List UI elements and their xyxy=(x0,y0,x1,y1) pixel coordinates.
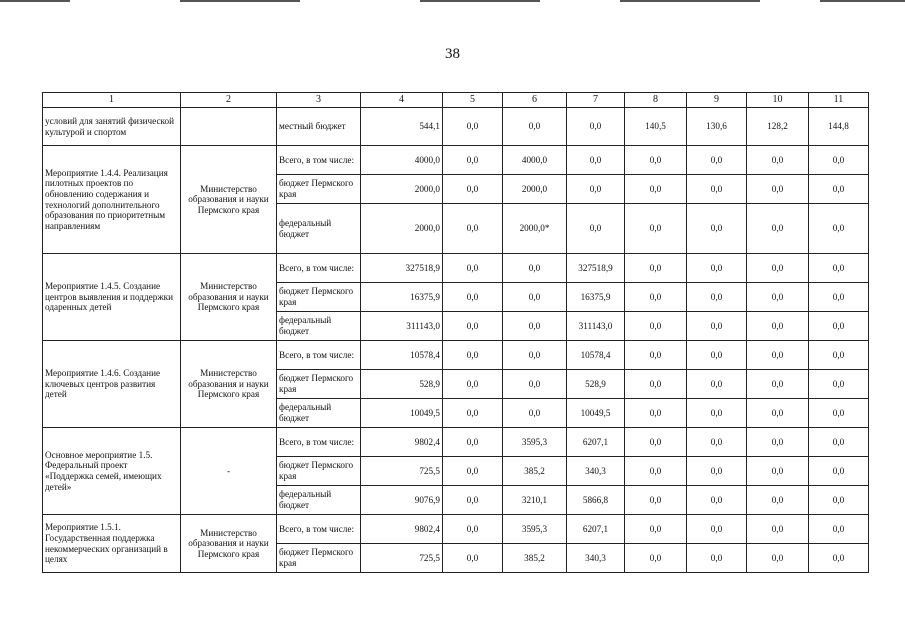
amount-cell: 0,0 xyxy=(747,283,809,312)
amount-cell: 0,0 xyxy=(625,486,687,515)
amount-cell: 0,0 xyxy=(503,108,567,146)
amount-cell: 725,5 xyxy=(361,457,443,486)
amount-cell: 0,0 xyxy=(809,312,869,341)
amount-cell: 0,0 xyxy=(747,457,809,486)
amount-cell: 9802,4 xyxy=(361,428,443,457)
amount-cell: 0,0 xyxy=(809,457,869,486)
amount-cell: 16375,9 xyxy=(567,283,625,312)
amount-cell: 0,0 xyxy=(625,204,687,254)
amount-cell: 0,0 xyxy=(687,486,747,515)
amount-cell: 0,0 xyxy=(747,399,809,428)
responsible-org-cell: Министерство образования и науки Пермского края xyxy=(181,515,277,573)
scan-edge-line xyxy=(420,0,540,2)
amount-cell: 0,0 xyxy=(567,204,625,254)
amount-cell: 0,0 xyxy=(443,486,503,515)
amount-cell: 0,0 xyxy=(687,254,747,283)
amount-cell: 0,0 xyxy=(625,341,687,370)
amount-cell: 340,3 xyxy=(567,544,625,573)
responsible-org-cell xyxy=(181,108,277,146)
amount-cell: 0,0 xyxy=(747,204,809,254)
funding-source-cell: федеральный бюджет xyxy=(277,486,361,515)
amount-cell: 0,0 xyxy=(443,544,503,573)
amount-cell: 0,0 xyxy=(443,370,503,399)
funding-source-cell: бюджет Пермского края xyxy=(277,283,361,312)
amount-cell: 0,0 xyxy=(625,312,687,341)
column-number-header: 8 xyxy=(625,93,687,108)
amount-cell: 0,0 xyxy=(567,175,625,204)
amount-cell: 0,0 xyxy=(443,146,503,175)
column-number-header: 9 xyxy=(687,93,747,108)
amount-cell: 0,0 xyxy=(809,254,869,283)
amount-cell: 5866,8 xyxy=(567,486,625,515)
amount-cell: 0,0 xyxy=(687,457,747,486)
activity-name-cell: Основное мероприятие 1.5. Федеральный проект «Поддержка семей, имеющих детей» xyxy=(43,428,181,515)
responsible-org-cell: Министерство образования и науки Пермского края xyxy=(181,341,277,428)
scan-edge-line xyxy=(180,0,300,2)
amount-cell: 0,0 xyxy=(747,175,809,204)
scan-edge-line xyxy=(0,0,70,2)
amount-cell: 0,0 xyxy=(503,399,567,428)
funding-source-cell: бюджет Пермского края xyxy=(277,370,361,399)
amount-cell: 0,0 xyxy=(747,370,809,399)
amount-cell: 0,0 xyxy=(625,515,687,544)
amount-cell: 0,0 xyxy=(687,146,747,175)
amount-cell: 3595,3 xyxy=(503,428,567,457)
amount-cell: 725,5 xyxy=(361,544,443,573)
amount-cell: 10578,4 xyxy=(361,341,443,370)
column-number-header: 2 xyxy=(181,93,277,108)
amount-cell: 0,0 xyxy=(443,283,503,312)
funding-source-cell: федеральный бюджет xyxy=(277,312,361,341)
amount-cell: 385,2 xyxy=(503,544,567,573)
amount-cell: 0,0 xyxy=(443,175,503,204)
amount-cell: 0,0 xyxy=(747,486,809,515)
table-row xyxy=(43,428,869,457)
amount-cell: 0,0 xyxy=(747,254,809,283)
amount-cell: 6207,1 xyxy=(567,515,625,544)
amount-cell: 0,0 xyxy=(625,399,687,428)
activity-name-cell: условий для занятий физической культурой и спортом xyxy=(43,108,181,146)
amount-cell: 0,0 xyxy=(443,204,503,254)
amount-cell: 0,0 xyxy=(625,283,687,312)
funding-source-cell: Всего, в том числе: xyxy=(277,254,361,283)
amount-cell: 9076,9 xyxy=(361,486,443,515)
amount-cell: 544,1 xyxy=(361,108,443,146)
amount-cell: 0,0 xyxy=(809,283,869,312)
amount-cell: 0,0 xyxy=(809,204,869,254)
funding-source-cell: Всего, в том числе: xyxy=(277,146,361,175)
activity-name-cell: Мероприятие 1.4.6. Создание ключевых центров развития детей xyxy=(43,341,181,428)
amount-cell: 0,0 xyxy=(443,108,503,146)
amount-cell: 0,0 xyxy=(443,457,503,486)
amount-cell: 3210,1 xyxy=(503,486,567,515)
amount-cell: 128,2 xyxy=(747,108,809,146)
amount-cell: 2000,0 xyxy=(361,204,443,254)
scan-edge-line xyxy=(620,0,760,2)
amount-cell: 0,0 xyxy=(687,515,747,544)
amount-cell: 0,0 xyxy=(443,515,503,544)
amount-cell: 0,0 xyxy=(443,428,503,457)
amount-cell: 0,0 xyxy=(747,515,809,544)
table-row xyxy=(43,146,869,175)
funding-source-cell: федеральный бюджет xyxy=(277,399,361,428)
amount-cell: 327518,9 xyxy=(567,254,625,283)
amount-cell: 340,3 xyxy=(567,457,625,486)
amount-cell: 528,9 xyxy=(361,370,443,399)
amount-cell: 327518,9 xyxy=(361,254,443,283)
responsible-org-cell: - xyxy=(181,428,277,515)
amount-cell: 4000,0 xyxy=(361,146,443,175)
amount-cell: 0,0 xyxy=(687,428,747,457)
column-number-header: 1 xyxy=(43,93,181,108)
funding-source-cell: федеральный бюджет xyxy=(277,204,361,254)
header-row xyxy=(43,93,869,108)
amount-cell: 0,0 xyxy=(809,486,869,515)
budget-table xyxy=(42,92,869,573)
amount-cell: 311143,0 xyxy=(361,312,443,341)
table-row xyxy=(43,108,869,146)
amount-cell: 0,0 xyxy=(687,341,747,370)
amount-cell: 0,0 xyxy=(809,428,869,457)
amount-cell: 144,8 xyxy=(809,108,869,146)
responsible-org-cell: Министерство образования и науки Пермского края xyxy=(181,146,277,254)
amount-cell: 140,5 xyxy=(625,108,687,146)
column-number-header: 11 xyxy=(809,93,869,108)
amount-cell: 0,0 xyxy=(625,370,687,399)
table-row xyxy=(43,515,869,544)
amount-cell: 0,0 xyxy=(687,204,747,254)
amount-cell: 0,0 xyxy=(567,146,625,175)
amount-cell: 0,0 xyxy=(503,370,567,399)
amount-cell: 0,0 xyxy=(809,370,869,399)
amount-cell: 4000,0 xyxy=(503,146,567,175)
column-number-header: 7 xyxy=(567,93,625,108)
amount-cell: 2000,0 xyxy=(503,175,567,204)
amount-cell: 0,0 xyxy=(687,399,747,428)
amount-cell: 0,0 xyxy=(443,254,503,283)
amount-cell: 0,0 xyxy=(809,175,869,204)
activity-name-cell: Мероприятие 1.4.4. Реализация пилотных проектов по обновлению содержания и технологий дополнительного образования по приоритетным направлениям xyxy=(43,146,181,254)
amount-cell: 0,0 xyxy=(625,457,687,486)
amount-cell: 0,0 xyxy=(625,428,687,457)
column-number-header: 10 xyxy=(747,93,809,108)
amount-cell: 0,0 xyxy=(809,399,869,428)
amount-cell: 0,0 xyxy=(747,341,809,370)
amount-cell: 0,0 xyxy=(687,544,747,573)
amount-cell: 0,0 xyxy=(687,370,747,399)
column-number-header: 5 xyxy=(443,93,503,108)
amount-cell: 0,0 xyxy=(747,428,809,457)
amount-cell: 0,0 xyxy=(625,175,687,204)
amount-cell: 0,0 xyxy=(809,341,869,370)
page-number: 38 xyxy=(445,46,460,62)
table-row xyxy=(43,341,869,370)
amount-cell: 3595,3 xyxy=(503,515,567,544)
amount-cell: 0,0 xyxy=(625,254,687,283)
amount-cell: 0,0 xyxy=(687,312,747,341)
table-row xyxy=(43,254,869,283)
amount-cell: 9802,4 xyxy=(361,515,443,544)
amount-cell: 0,0 xyxy=(747,312,809,341)
amount-cell: 528,9 xyxy=(567,370,625,399)
amount-cell: 10049,5 xyxy=(567,399,625,428)
column-number-header: 4 xyxy=(361,93,443,108)
amount-cell: 0,0 xyxy=(747,544,809,573)
amount-cell: 0,0 xyxy=(443,399,503,428)
funding-source-cell: бюджет Пермского края xyxy=(277,457,361,486)
amount-cell: 130,6 xyxy=(687,108,747,146)
amount-cell: 6207,1 xyxy=(567,428,625,457)
funding-source-cell: Всего, в том числе: xyxy=(277,428,361,457)
column-number-header: 3 xyxy=(277,93,361,108)
activity-name-cell: Мероприятие 1.4.5. Создание центров выявления и поддержки одаренных детей xyxy=(43,254,181,341)
funding-source-cell: Всего, в том числе: xyxy=(277,515,361,544)
amount-cell: 0,0 xyxy=(809,146,869,175)
amount-cell: 10049,5 xyxy=(361,399,443,428)
amount-cell: 0,0 xyxy=(443,312,503,341)
amount-cell: 0,0 xyxy=(747,146,809,175)
column-number-header: 6 xyxy=(503,93,567,108)
amount-cell: 0,0 xyxy=(625,544,687,573)
amount-cell: 0,0 xyxy=(625,146,687,175)
amount-cell: 0,0 xyxy=(809,515,869,544)
scan-edge-line xyxy=(820,0,905,2)
activity-name-cell: Мероприятие 1.5.1. Государственная поддержка некоммерческих организаций в целях xyxy=(43,515,181,573)
amount-cell: 0,0 xyxy=(567,108,625,146)
amount-cell: 2000,0 xyxy=(361,175,443,204)
amount-cell: 0,0 xyxy=(809,544,869,573)
funding-source-cell: бюджет Пермского края xyxy=(277,544,361,573)
amount-cell: 2000,0* xyxy=(503,204,567,254)
amount-cell: 0,0 xyxy=(503,254,567,283)
amount-cell: 0,0 xyxy=(503,283,567,312)
amount-cell: 0,0 xyxy=(443,341,503,370)
amount-cell: 0,0 xyxy=(687,283,747,312)
amount-cell: 0,0 xyxy=(503,341,567,370)
amount-cell: 10578,4 xyxy=(567,341,625,370)
funding-source-cell: местный бюджет xyxy=(277,108,361,146)
funding-source-cell: бюджет Пермского края xyxy=(277,175,361,204)
amount-cell: 311143,0 xyxy=(567,312,625,341)
amount-cell: 0,0 xyxy=(687,175,747,204)
funding-source-cell: Всего, в том числе: xyxy=(277,341,361,370)
amount-cell: 0,0 xyxy=(503,312,567,341)
amount-cell: 385,2 xyxy=(503,457,567,486)
amount-cell: 16375,9 xyxy=(361,283,443,312)
responsible-org-cell: Министерство образования и науки Пермского края xyxy=(181,254,277,341)
